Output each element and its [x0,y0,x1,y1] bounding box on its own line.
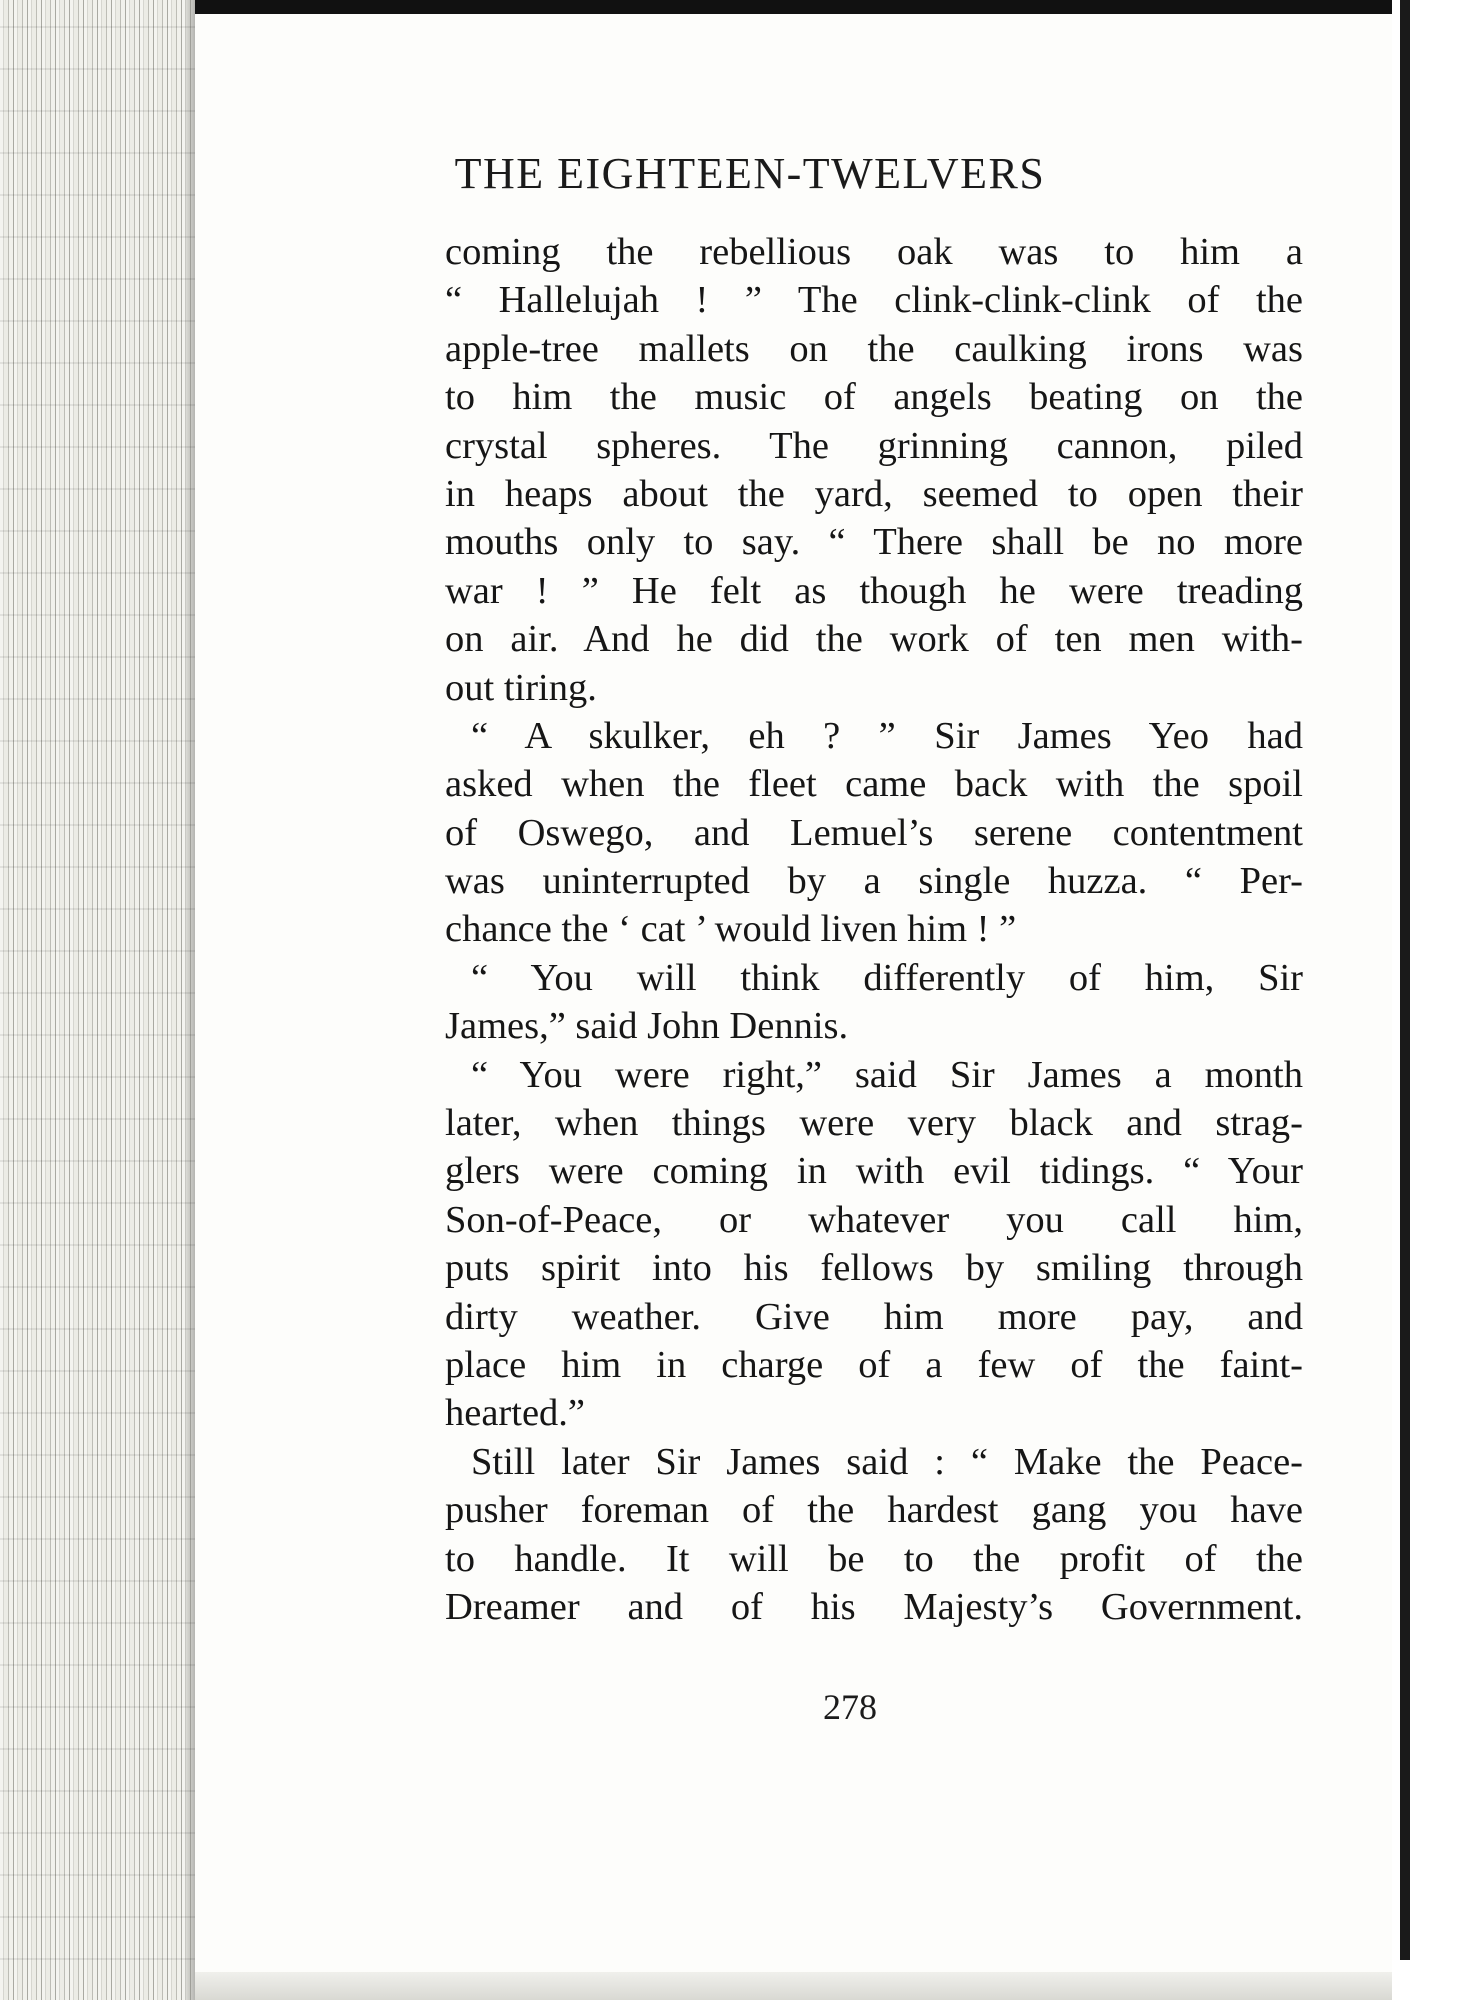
text-line: puts spirit into his fellows by smiling through [445,1247,1303,1290]
text-line: out tiring. [445,666,597,709]
text-line: to him the music of angels beating on the [445,376,1303,419]
text-line: crystal spheres. The grinning cannon, piled [445,424,1303,467]
text-line: on air. And he did the work of ten men with- [445,618,1303,661]
text-line: Dreamer and of his Majesty’s Government. [445,1585,1303,1628]
text-line: of Oswego, and Lemuel’s serene contentment [445,811,1303,854]
text-line: apple-tree mallets on the caulking irons was [445,327,1303,370]
text-line: pusher foreman of the hardest gang you have [445,1489,1303,1532]
body-text [445,228,1303,1631]
text-line: “ You were right,” said Sir James a month [471,1053,1303,1096]
page-edge-shading [0,0,195,2000]
text-line: Son-of-Peace, or whatever you call him, [445,1198,1303,1241]
text-line: glers were coming in with evil tidings. “ Your [445,1150,1303,1193]
text-line: “ A skulker, eh ? ” Sir James Yeo had [471,714,1303,757]
text-line: chance the ‘ cat ’ would liven him ! ” [445,908,1017,951]
text-line: was uninterrupted by a single huzza. “ Per- [445,860,1303,903]
text-line: “ Hallelujah ! ” The clink-clink-clink of the [445,279,1303,322]
text-line: to handle. It will be to the profit of the [445,1537,1303,1580]
text-line: in heaps about the yard, seemed to open their [445,472,1303,515]
page-number: 278 [823,1687,877,1727]
text-line: “ You will think differently of him, Sir [471,956,1303,999]
text-line: mouths only to say. “ There shall be no more [445,521,1303,564]
text-line: asked when the fleet came back with the spoil [445,763,1303,806]
scan-top-border [0,0,1472,14]
running-head: THE EIGHTEEN-TWELVERS [454,149,1046,198]
page-bottom-shadow [195,1972,1392,2000]
text-line: Still later Sir James said : “ Make the Peace- [471,1440,1303,1483]
text-line: dirty weather. Give him more pay, and [445,1295,1303,1338]
text-line: later, when things were very black and strag- [445,1102,1303,1145]
text-line: war ! ” He felt as though he were treading [445,569,1303,612]
text-line: James,” said John Dennis. [445,1005,849,1048]
text-line: place him in charge of a few of the faint- [445,1343,1303,1386]
text-line: hearted.” [445,1392,585,1435]
text-line: coming the rebellious oak was to him a [445,231,1303,273]
scan-right-border [1392,0,1472,2000]
